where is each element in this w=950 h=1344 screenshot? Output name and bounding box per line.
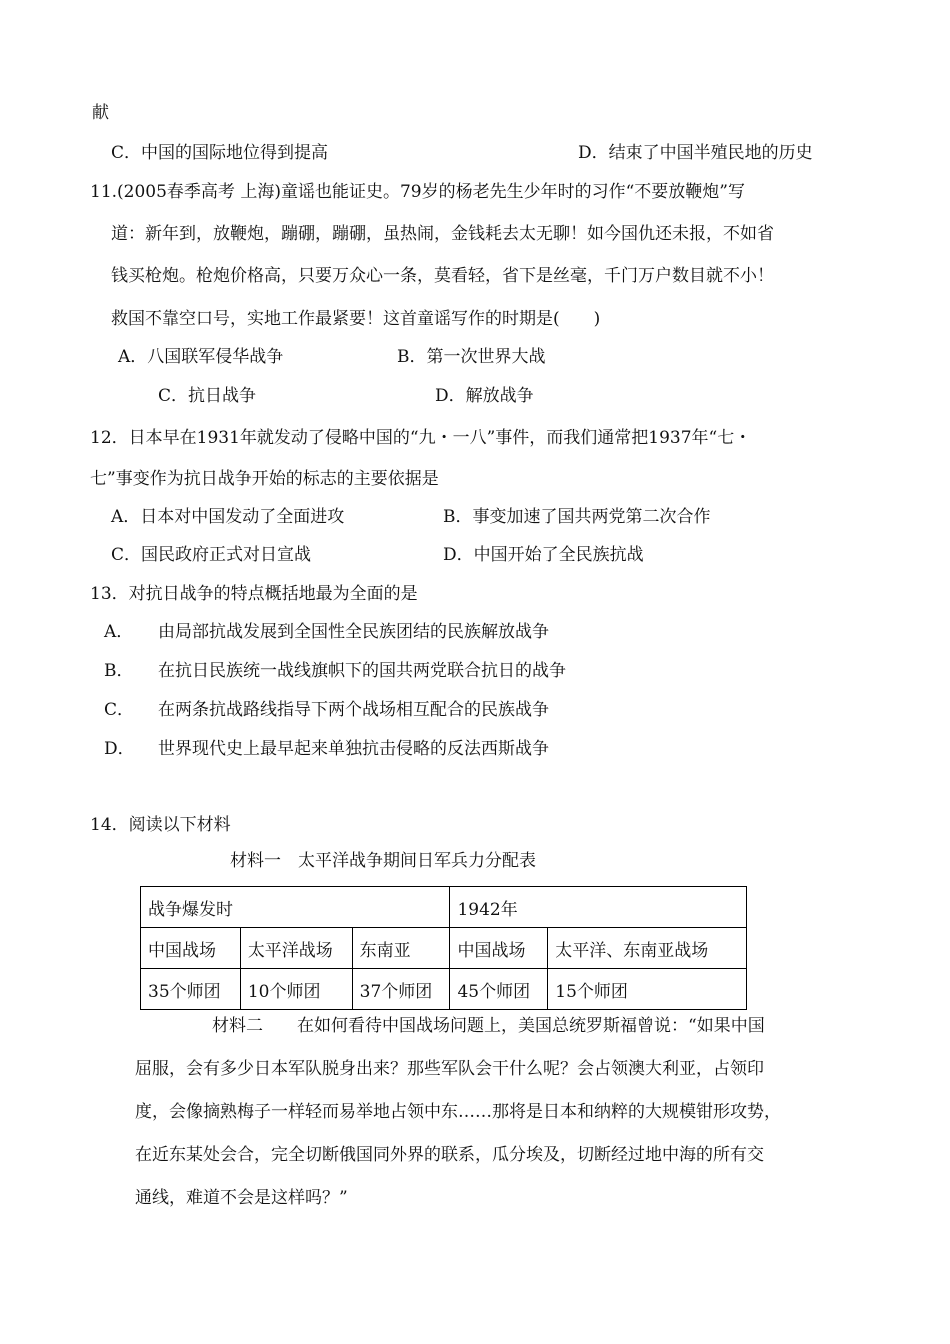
table-cell: 45个师团 [450, 969, 548, 1010]
q11-option-b: B．第一次世界大战 [397, 347, 546, 367]
q13-option-d-letter: D． [104, 739, 135, 759]
q11-stem-line2: 道：新年到，放鞭炮，蹦硼，蹦硼，虽热闹，金钱耗去太无聊！如今国仇还未报，不如省 [111, 224, 774, 244]
material2-line1: 材料二 在如何看待中国战场问题上，美国总统罗斯福曾说：“如果中国 [212, 1016, 765, 1036]
q12-option-d: D．中国开始了全民族抗战 [443, 545, 644, 565]
table-row [141, 928, 747, 969]
table-cell: 37个师团 [352, 969, 450, 1010]
material1-title: 材料一 太平洋战争期间日军兵力分配表 [230, 851, 536, 871]
table-cell: 15个师团 [548, 969, 747, 1010]
q11-stem-line3: 钱买枪炮。枪炮价格高，只要万众心一条，莫看轻，省下是丝毫，千门万户数目就不小！ [111, 266, 774, 286]
table-row [141, 969, 747, 1010]
material2-line3: 度，会像摘熟梅子一样轻而易举地占领中东……那将是日本和纳粹的大规模钳形攻势， [135, 1102, 781, 1122]
q12-option-b: B．事变加速了国共两党第二次合作 [443, 507, 711, 527]
q13-stem: 13．对抗日战争的特点概括地最为全面的是 [90, 584, 418, 604]
q14-stem: 14．阅读以下材料 [90, 815, 231, 835]
table-period-cell: 战争爆发时 [141, 887, 450, 928]
table-cell: 35个师团 [141, 969, 241, 1010]
q10-continuation: 献 [92, 103, 109, 123]
q13-option-a-letter: A． [104, 622, 134, 642]
q13-option-b-letter: B． [104, 661, 134, 681]
material2-line5: 通线，难道不会是这样吗？” [135, 1188, 348, 1208]
table-header-cell: 太平洋、东南亚战场 [548, 928, 747, 969]
q10-option-d: D．结束了中国半殖民地的历史 [578, 143, 813, 163]
table-row [141, 887, 747, 928]
troop-distribution-table [140, 886, 747, 1010]
material2-line2: 屈服，会有多少日本军队脱身出来？那些军队会干什么呢？会占领澳大利亚，占领印 [135, 1059, 764, 1079]
q11-option-a: A．八国联军侵华战争 [118, 347, 284, 367]
q12-stem-line2: 七”事变作为抗日战争开始的标志的主要依据是 [90, 469, 439, 489]
q11-stem-line4: 救国不靠空口号，实地工作最紧要！这首童谣写作的时期是( ) [111, 309, 601, 329]
table-header-cell: 中国战场 [141, 928, 241, 969]
q13-option-d-text: 世界现代史上最早起来单独抗击侵略的反法西斯战争 [158, 739, 549, 759]
table-header-cell: 中国战场 [450, 928, 548, 969]
q11-option-c: C．抗日战争 [158, 386, 257, 406]
table-header-cell: 太平洋战场 [240, 928, 352, 969]
table-period-cell: 1942年 [450, 887, 747, 928]
table-cell: 10个师团 [240, 969, 352, 1010]
q12-stem-line1: 12．日本早在1931年就发动了侵略中国的“九・一八”事件，而我们通常把1937年“七・ [90, 428, 752, 448]
q11-stem-line1: 11.(2005春季高考 上海)童谣也能证史。79岁的杨老先生少年时的习作“不要放鞭炮”写 [90, 182, 745, 202]
q13-option-a-text: 由局部抗战发展到全国性全民族团结的民族解放战争 [158, 622, 549, 642]
q13-option-c-letter: C． [104, 700, 135, 720]
q10-option-c: C．中国的国际地位得到提高 [111, 143, 329, 163]
q13-option-c-text: 在两条抗战路线指导下两个战场相互配合的民族战争 [158, 700, 549, 720]
table-header-cell: 东南亚 [352, 928, 450, 969]
q11-option-d: D．解放战争 [435, 386, 534, 406]
q13-option-b-text: 在抗日民族统一战线旗帜下的国共两党联合抗日的战争 [158, 661, 566, 681]
q12-option-a: A．日本对中国发动了全面进攻 [111, 507, 345, 527]
q12-option-c: C．国民政府正式对日宣战 [111, 545, 312, 565]
material2-line4: 在近东某处会合，完全切断俄国同外界的联系，瓜分埃及，切断经过地中海的所有交 [135, 1145, 764, 1165]
